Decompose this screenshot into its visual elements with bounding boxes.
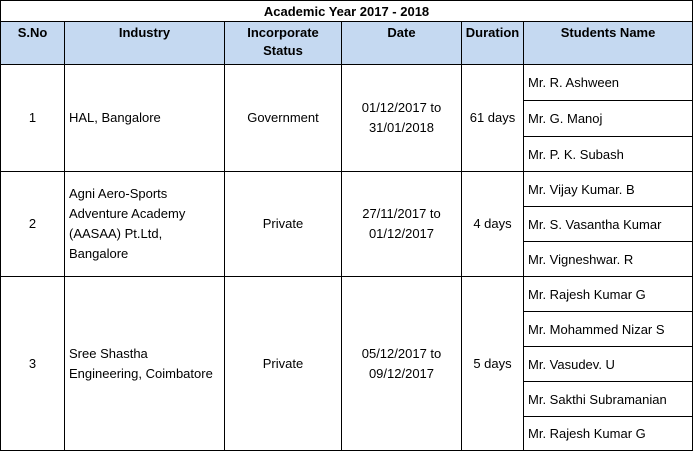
row-date bbox=[342, 277, 462, 451]
row-duration: 5 days bbox=[462, 277, 524, 451]
student-name: Mr. R. Ashween bbox=[524, 65, 693, 101]
industry-line: Sree Shastha bbox=[69, 345, 148, 361]
table-title: Academic Year 2017 - 2018 bbox=[1, 1, 693, 22]
table-row bbox=[1, 277, 693, 312]
industry-line: Adventure Academy bbox=[69, 206, 186, 221]
industry-line: Agni Aero-Sports bbox=[69, 186, 168, 201]
date-from: 27/11/2017 to bbox=[362, 206, 441, 221]
student-name: Mr. P. K. Subash bbox=[524, 137, 693, 172]
student-name: Mr. Vijay Kumar. B bbox=[524, 172, 693, 207]
student-name: Mr. G. Manoj bbox=[524, 101, 693, 137]
industry-line: HAL, Bangalore bbox=[69, 110, 161, 125]
header-students: Students Name bbox=[524, 22, 693, 65]
row-industry bbox=[65, 65, 225, 172]
row-date bbox=[342, 172, 462, 277]
header-date: Date bbox=[342, 22, 462, 65]
student-name: Mr. Vasudev. U bbox=[524, 347, 693, 382]
student-name: Mr. Vigneshwar. R bbox=[524, 242, 693, 277]
student-name: Mr. Mohammed Nizar S bbox=[524, 312, 693, 347]
row-duration: 4 days bbox=[462, 172, 524, 277]
header-status bbox=[225, 22, 342, 65]
header-status-line1: Incorporate bbox=[247, 25, 319, 40]
row-status: Government bbox=[225, 65, 342, 172]
row-sno: 2 bbox=[1, 172, 65, 277]
industry-line: Engineering, Coimbatore bbox=[69, 365, 213, 381]
date-to: 09/12/2017 bbox=[368, 365, 435, 381]
row-industry bbox=[65, 277, 225, 451]
student-name: Mr. S. Vasantha Kumar bbox=[524, 207, 693, 242]
industry-line: (AASAA) Pt.Ltd, bbox=[69, 226, 163, 241]
row-date bbox=[342, 65, 462, 172]
date-to: 01/12/2017 bbox=[368, 226, 435, 241]
header-sno: S.No bbox=[1, 22, 65, 65]
date-to: 31/01/2018 bbox=[368, 120, 435, 135]
row-status: Private bbox=[225, 277, 342, 451]
header-duration: Duration bbox=[462, 22, 524, 65]
industry-line: Bangalore bbox=[69, 246, 129, 261]
row-status: Private bbox=[225, 172, 342, 277]
header-status-line2: Status bbox=[263, 43, 303, 58]
row-duration: 61 days bbox=[462, 65, 524, 172]
student-name: Mr. Rajesh Kumar G bbox=[524, 277, 693, 312]
row-industry bbox=[65, 172, 225, 277]
row-sno: 3 bbox=[1, 277, 65, 451]
student-name: Mr. Rajesh Kumar G bbox=[524, 417, 693, 451]
row-sno: 1 bbox=[1, 65, 65, 172]
date-from: 05/12/2017 to bbox=[361, 345, 442, 361]
date-from: 01/12/2017 to bbox=[361, 100, 442, 115]
table-row bbox=[1, 65, 693, 101]
student-name: Mr. Sakthi Subramanian bbox=[524, 382, 693, 417]
table-row bbox=[1, 172, 693, 207]
header-industry: Industry bbox=[65, 22, 225, 65]
